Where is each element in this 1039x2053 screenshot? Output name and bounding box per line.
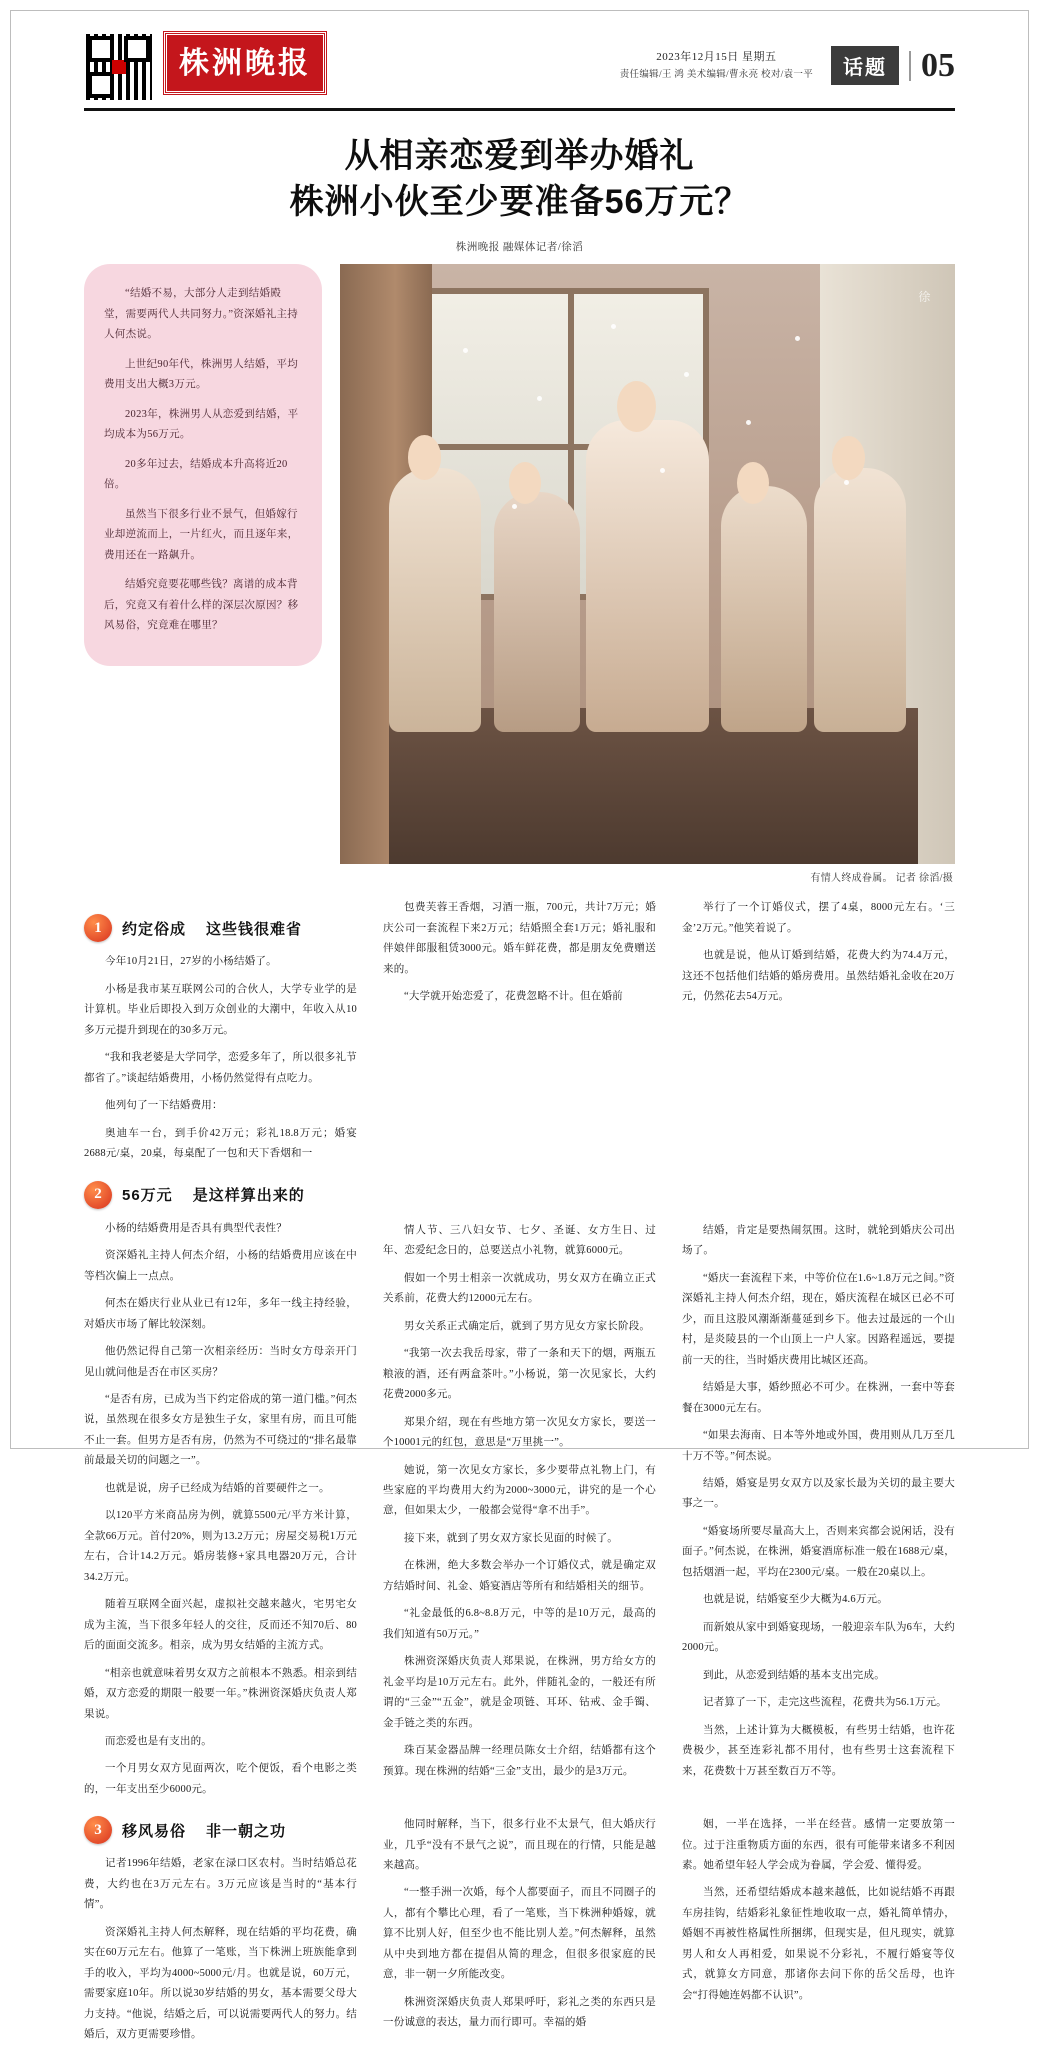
paragraph: 小杨是我市某互联网公司的合伙人，大学专业学的是计算机。毕业后即投入到万众创业的大潮中，年收入从10多万元提升到现在的30多万元。 <box>84 983 357 1036</box>
section-name: 话题 <box>831 46 899 85</box>
page-number: 05 <box>921 46 955 84</box>
paragraph: 珠百某金器品牌一经理员陈女士介绍，结婚都有这个预算。现在株洲的结婚“三金”支出，最少的是3万元。 <box>383 1745 656 1777</box>
paragraph: 以120平方米商品房为例，就算5500元/平方米计算，全款66万元。首付20%，则为13.2万元；房屋交易税1万元左右，合计14.2万元。婚房装修+家具电器20万元，合计34.2万元。 <box>84 1510 357 1583</box>
paragraph: 接下来，就到了男女双方家长见面的时候了。 <box>404 1532 618 1544</box>
column-3-spacer-2 <box>682 1789 955 1815</box>
photo-column <box>340 264 955 884</box>
summary-paragraph: 2023年，株洲男人从恋爱到结婚，平均成本为56万元。 <box>104 408 299 441</box>
section-badge <box>831 46 955 85</box>
paragraph: 当然，上述计算为大概模板，有些男士结婚，也许花费极少，甚至连彩礼都不用付，也有些男士这套流程下来，花费数十万甚至数百万不等。 <box>682 1724 955 1777</box>
paragraph: 也就是说，房子已经成为结婚的首要硬件之一。 <box>105 1482 330 1494</box>
paragraph: 情人节、三八妇女节、七夕、圣诞、女方生日、过年、恋爱纪念日的，总要送点小礼物，就算6000元。 <box>383 1224 656 1257</box>
page-title <box>84 133 955 225</box>
paragraph: “一整手洲一次婚，每个人都要面子，而且不同圈子的人，都有个攀比心理，看了一笔账，当下株洲种婚嫁，就算不比别人好，但至少也不能比别人差。”何杰解释，虽然从中央到地方都在提倡从简的理念，但很多很家庭的民意，非一朝一夕所能改变。 <box>383 1887 656 1981</box>
divider <box>909 51 911 81</box>
paragraph: 一个月男女双方见面两次，吃个便饭，看个电影之类的，一年支出至少6000元。 <box>84 1763 357 1795</box>
paragraph: 而新娘从家中到婚宴现场，一般迎亲车队为6车，大约2000元。 <box>682 1621 955 1654</box>
headline-line-1: 从相亲恋爱到举办婚礼 <box>344 137 695 175</box>
qr-code-icon[interactable] <box>84 32 154 102</box>
byline: 株洲晚报 融媒体记者/徐滔 <box>455 242 584 254</box>
section-number-badge: 2 <box>84 1181 112 1209</box>
section-number-badge: 1 <box>84 914 112 942</box>
newspaper-logo: 株洲晚报 <box>164 32 326 94</box>
section-title: 移风易俗 非一朝之功 <box>122 1822 287 1840</box>
paragraph: “婚宴场所要尽量高大上，否则来宾都会说闲话，没有面子。”何杰说，在株洲，婚宴酒席标准一般在1688元/桌，包括烟酒一起，平均在2300元/桌。一般在20桌以上。 <box>682 1525 955 1578</box>
paragraph: 郑果介绍，现在有些地方第一次见女方家长，要送一个10001元的红包，意思是“万里挑一”。 <box>383 1416 656 1449</box>
column-2-spacer-2 <box>383 1789 656 1815</box>
column-2 <box>383 898 656 2052</box>
column-3 <box>682 898 955 2052</box>
wedding-photo <box>340 264 955 864</box>
paragraph: “礼金最低的6.8~8.8万元，中等的是10万元，最高的我们知道有50万元。” <box>383 1608 656 1640</box>
paragraph: 株洲资深婚庆负责人郑果呼吁，彩礼之类的东西只是一份诚意的表达，量力而行即可。幸福的婚 <box>383 1996 656 2029</box>
publication-date: 2023年12月15日 星期五 <box>656 51 777 64</box>
paragraph: 他列句了一下结婚费用： <box>105 1100 223 1112</box>
paragraph: 举行了一个订婚仪式，摆了4桌，8000元左右。‘三金’2万元。”他笑着说了。 <box>682 902 955 934</box>
headline-line-2: 株洲小伙至少要准备56万元？ <box>289 183 750 222</box>
paragraph: 而恋爱也是有支出的。 <box>105 1736 212 1747</box>
summary-paragraph: 结婚究竟要花哪些钱？离谱的成本背后，究竟又有着什么样的深层次原因？移风易俗，究竟难在哪里？ <box>104 579 299 632</box>
top-zone <box>84 264 955 884</box>
editor-credits: 责任编辑/王 鸿 美术编辑/曹永亮 校对/袁一平 <box>619 69 813 80</box>
paragraph: 资深婚礼主持人何杰解释，现在结婚的平均花费，确实在60万元左右。他算了一笔账，当下株洲上班族能拿到手的收入，平均为4000~5000元/月。也就是说，60万元，需要家庭10年。所以说30岁结婚的男女，基本需要父母大力支持。“他说，结婚之后，可以说需要两代人的努力。结婚后，双方更需要珍惜。 <box>84 1926 357 2041</box>
column-1 <box>84 898 357 2052</box>
masthead-left <box>84 32 326 102</box>
section-heading-3 <box>84 1816 357 1844</box>
paragraph: 姻，一半在选择，一半在经营。感情一定要放第一位。过于注重物质方面的东西，很有可能带来诸多不利因素。她希望年轻人学会成为眷属，学会爱、懂得爱。 <box>682 1819 955 1871</box>
paragraph: 随着互联网全面兴起，虚拟社交越来越火，宅男宅女成为主流，当下很多年轻人的交往，反而还不知70后、80后的面面交流多。相亲，成为男女结婚的主流方式。 <box>84 1599 357 1652</box>
summary-box <box>84 264 322 665</box>
paragraph: 他仍然记得自己第一次相亲经历：当时女方母亲开门见山就问他是否在市区买房？ <box>84 1346 357 1378</box>
paragraph: 记者1996年结婚，老家在渌口区农村。当时结婚总花费，大约也在3万元左右。3万元应该是当时的“基本行情”。 <box>84 1858 357 1911</box>
paragraph: 也就是说，结婚宴至少大概为4.6万元。 <box>703 1594 888 1606</box>
masthead-right <box>620 32 955 85</box>
column-3-spacer <box>682 1015 955 1221</box>
paragraph: 株洲资深婚庆负责人郑果说，在株洲，男方给女方的礼金平均是10万元左右。此外，伴随礼金的，一般还有所谓的“三金”“五金”，就是金项链、耳环、钻戒、金手镯、金手链之类的东西。 <box>383 1656 656 1729</box>
paragraph: “如果去海南、日本等外地或外国，费用则从几万至几十万不等。”何杰说。 <box>682 1430 955 1462</box>
paragraph: 他同时解释，当下，很多行业不太景气，但大婚庆行业，几乎“没有不景气之说”，而且现在的行情，只能是越来越高。 <box>383 1819 656 1871</box>
paragraph: “大学就开始恋爱了，花费忽略不计。但在婚前 <box>404 991 623 1003</box>
section-heading-1 <box>84 914 357 942</box>
paragraph: 当然，还希望结婚成本越来越低，比如说结婚不再跟车房挂钩，结婚彩礼象征性地收取一点，婚礼简单情办，婚姻不再被性格属性所捆绑，但现实是，但凡现实，就算男人和女人再相爱，如果说不分彩礼，不履行婚宴等仪式，就算女方同意，那诸你去问下你的岳父岳母，也许会“打得她连妈都不认识”。 <box>682 1887 955 2001</box>
paragraph: 小杨的结婚费用是否具有典型代表性？ <box>105 1222 287 1234</box>
photographer-signature-icon: 徐 <box>918 290 931 305</box>
paragraph: “我和我老婆是大学同学，恋爱多年了，所以很多礼节都省了。”谈起结婚费用，小杨仍然觉得有点吃力。 <box>84 1052 357 1084</box>
summary-paragraph: 上世纪90年代，株洲男人结婚，平均费用支出大概3万元。 <box>104 358 299 391</box>
paragraph: 奥迪车一台，到手价42万元；彩礼18.8万元；婚宴2688元/桌，20桌，每桌配了一包和天下香烟和一 <box>84 1127 357 1160</box>
paragraph: 在株洲，绝大多数会举办一个订婚仪式，就是确定双方结婚时间、礼金、婚宴酒店等所有和结婚相关的细节。 <box>383 1560 656 1592</box>
paragraph: 结婚，婚宴是男女双方以及家长最为关切的最主要大事之一。 <box>682 1477 955 1510</box>
paragraph: 今年10月21日，27岁的小杨结婚了。 <box>105 956 277 968</box>
paragraph: “相亲也就意味着男女双方之前根本不熟悉。相亲到结婚，双方恋爱的期限一般要一年。”株洲资深婚庆负责人郑果说。 <box>84 1667 357 1720</box>
photo-caption: 有情人终成眷属。 记者 徐滔/摄 <box>810 873 953 885</box>
body-columns <box>84 898 955 2052</box>
section-number-badge: 3 <box>84 1816 112 1844</box>
column-2-spacer <box>383 1015 656 1221</box>
paragraph: 包费芙蓉王香烟，习酒一瓶，700元，共计7万元；婚庆公司一套流程下来2万元；结婚照全套1万元；婚礼服和伴娘伴郎服租赁3000元。婚车鲜花费，都是朋友免费赠送来的。 <box>383 902 656 975</box>
summary-paragraph: 虽然当下很多行业不景气，但婚嫁行业却逆流而上，一片红火，而且逐年来，费用还在一路飙升。 <box>104 508 299 561</box>
paragraph: 她说，第一次见女方家长，多少要带点礼物上门，有些家庭的平均费用大约为2000~3000元，讲究的是一个心意，但如果太少，一般都会觉得“拿不出手”。 <box>383 1464 656 1517</box>
paragraph: 记者算了一下，走完这些流程，花费共为56.1万元。 <box>703 1697 947 1709</box>
summary-paragraph: “结婚不易，大部分人走到结婚殿堂，需要两代人共同努力。”资深婚礼主持人何杰说。 <box>104 288 299 341</box>
masthead <box>84 32 955 111</box>
paragraph: “婚庆一套流程下来，中等价位在1.6~1.8万元之间。”资深婚礼主持人何杰介绍，现在，婚庆流程在城区已必不可少，而且这股风潮渐渐蔓延到乡下。他去过最远的一个山村，是炎陵县的一个山顶上一户人家。因路程遥远，要提前一天的往，当时婚庆费用比城区还高。 <box>682 1272 955 1366</box>
paragraph: 也就是说，他从订婚到结婚，花费大约为74.4万元，这还不包括他们结婚的婚房费用。虽然结婚礼金收在20万元，仍然花去54万元。 <box>682 950 955 1003</box>
paragraph: 假如一个男士相亲一次就成功，男女双方在确立正式关系前，花费大约12000元左右。 <box>383 1272 656 1305</box>
section-title: 56万元 是这样算出来的 <box>122 1187 305 1205</box>
paragraph: “是否有房，已成为当下约定俗成的第一道门槛。”何杰说，虽然现在很多女方是独生子女，家里有房，而且可能不止一套。但男方是否有房，仍然为不可绕过的“排名最靠前最最关切的问题之一”。 <box>84 1393 357 1467</box>
paragraph: 男女关系正式确定后，就到了男方见女方家长阶段。 <box>404 1320 651 1332</box>
paragraph: 资深婚礼主持人何杰介绍，小杨的结婚费用应该在中等档次偏上一点点。 <box>84 1250 357 1282</box>
section-heading-2 <box>84 1181 357 1209</box>
summary-paragraph: 20多年过去，结婚成本升高将近20倍。 <box>104 458 288 491</box>
paragraph: 到此，从恋爱到结婚的基本支出完成。 <box>703 1669 885 1681</box>
masthead-meta <box>620 48 813 83</box>
paragraph: 结婚，肯定是要热闹氛围。这时，就轮到婚庆公司出场了。 <box>682 1224 955 1257</box>
section-title: 约定俗成 这些钱很难省 <box>122 920 303 938</box>
paragraph: “我第一次去我岳母家，带了一条和天下的烟，两瓶五粮液的酒，还有两盒茶叶。”小杨说，第一次见家长，大约花费2000多元。 <box>383 1348 656 1401</box>
paragraph: 何杰在婚庆行业从业已有12年，多年一线主持经验，对婚庆市场了解比较深刻。 <box>84 1298 357 1330</box>
paragraph: 结婚是大事，婚纱照必不可少。在株洲，一套中等套餐在3000元左右。 <box>682 1382 955 1414</box>
